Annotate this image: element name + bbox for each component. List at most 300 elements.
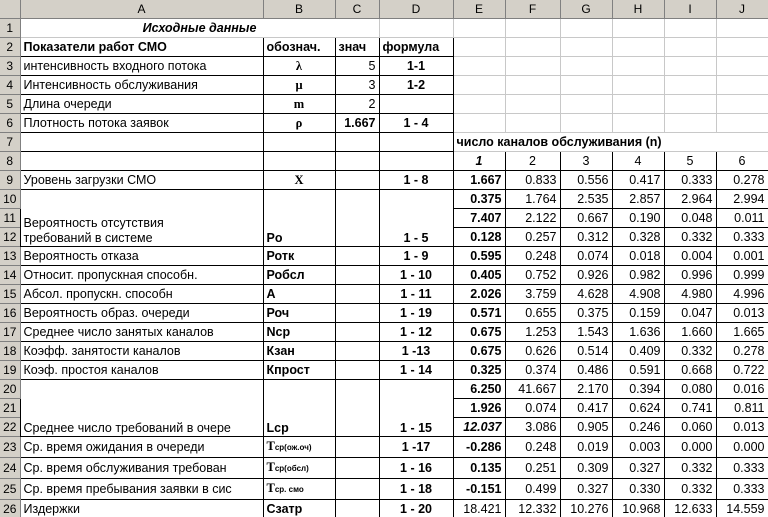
value-cell[interactable]: 0.833	[505, 171, 560, 190]
symbol-cell[interactable]: Робсл	[263, 266, 335, 285]
sheet-row	[0, 0, 768, 19]
value-cell[interactable]: 0.332	[664, 458, 716, 479]
value-cell[interactable]: 4.628	[560, 285, 612, 304]
row-header-4[interactable]: 4	[0, 76, 20, 95]
value-cell[interactable]: 0.556	[560, 171, 612, 190]
value-cell[interactable]: 0.001	[716, 247, 768, 266]
value-cell[interactable]: 2.964	[664, 190, 716, 209]
cell[interactable]	[505, 95, 560, 114]
formula-cell[interactable]: 1 - 12	[379, 323, 453, 342]
value-cell[interactable]: 0.309	[560, 458, 612, 479]
value-cell[interactable]: 0.655	[505, 304, 560, 323]
metric-label[interactable]: Ср. время обслуживания требован	[20, 458, 263, 479]
value-cell[interactable]: 0.333	[664, 171, 716, 190]
input-symbol[interactable]: λ	[263, 57, 335, 76]
input-formula[interactable]	[379, 95, 453, 114]
value-cell[interactable]: 7.407	[453, 209, 505, 228]
value-cell[interactable]: 0.327	[560, 479, 612, 500]
value-cell[interactable]: 12.332	[505, 500, 560, 517]
sheet-title[interactable]: Исходные данные	[20, 19, 379, 38]
metric-label[interactable]: Коэф. простоя каналов	[20, 361, 263, 380]
cell[interactable]	[560, 114, 612, 133]
column-header-e[interactable]: E	[453, 0, 505, 19]
cell[interactable]	[379, 152, 453, 171]
value-cell[interactable]: -0.286	[453, 437, 505, 458]
cell[interactable]	[335, 133, 379, 152]
row-header-6[interactable]: 6	[0, 114, 20, 133]
formula-cell[interactable]: 1 - 11	[379, 285, 453, 304]
cell[interactable]	[664, 95, 716, 114]
input-symbol[interactable]: m	[263, 95, 335, 114]
cell[interactable]	[505, 114, 560, 133]
value-cell[interactable]: 0.626	[505, 342, 560, 361]
value-cell[interactable]: 10.276	[560, 500, 612, 517]
cell[interactable]	[560, 19, 612, 38]
symbol-cell[interactable]: Кзан	[263, 342, 335, 361]
symbol-cell[interactable]: Po	[263, 190, 335, 247]
symbol-subscript: ср(обсл)	[274, 464, 309, 473]
column-header-a[interactable]: A	[20, 0, 263, 19]
row-header-8[interactable]: 8	[0, 152, 20, 171]
value-cell[interactable]: 0.624	[612, 399, 664, 418]
cell[interactable]	[716, 95, 768, 114]
metric-label[interactable]: Вероятность отказа	[20, 247, 263, 266]
value-cell[interactable]: 0.000	[664, 437, 716, 458]
value-cell[interactable]: 0.409	[612, 342, 664, 361]
value-cell[interactable]: 1.660	[664, 323, 716, 342]
value-cell[interactable]: 1.253	[505, 323, 560, 342]
value-cell[interactable]: 0.013	[716, 418, 768, 437]
cell[interactable]	[263, 133, 335, 152]
value-empty[interactable]	[335, 380, 379, 437]
cell[interactable]	[560, 76, 612, 95]
cell[interactable]	[664, 19, 716, 38]
input-label[interactable]: интенсивность входного потока	[20, 57, 263, 76]
channels-title[interactable]: число каналов обслуживания (n)	[453, 133, 768, 152]
value-cell[interactable]: 0.330	[612, 479, 664, 500]
value-cell[interactable]: 0.060	[664, 418, 716, 437]
value-cell[interactable]: 2.857	[612, 190, 664, 209]
column-header-i[interactable]: I	[664, 0, 716, 19]
value-cell[interactable]: 0.996	[664, 266, 716, 285]
input-label[interactable]: Интенсивность обслуживания	[20, 76, 263, 95]
cell[interactable]	[612, 57, 664, 76]
sheet-row	[0, 479, 768, 500]
row-header-19[interactable]: 19	[0, 361, 20, 380]
value-cell[interactable]: 0.278	[716, 171, 768, 190]
metric-label[interactable]: Абсол. пропускн. способн	[20, 285, 263, 304]
row-header-22[interactable]: 22	[0, 418, 20, 437]
sheet-row	[0, 38, 768, 57]
sheet-row	[0, 500, 768, 517]
input-label[interactable]: Длина очереди	[20, 95, 263, 114]
value-cell[interactable]: 0.004	[664, 247, 716, 266]
select-all-corner[interactable]	[0, 0, 20, 19]
column-header-g[interactable]: G	[560, 0, 612, 19]
value-cell[interactable]: 0.333	[716, 458, 768, 479]
cell[interactable]	[379, 19, 453, 38]
cell[interactable]	[263, 152, 335, 171]
value-cell[interactable]: 4.908	[612, 285, 664, 304]
row-header-10[interactable]: 10	[0, 190, 20, 209]
channel-number[interactable]: 3	[560, 152, 612, 171]
value-empty[interactable]	[335, 323, 379, 342]
value-empty[interactable]	[335, 479, 379, 500]
value-cell[interactable]: 0.668	[664, 361, 716, 380]
row-header-5[interactable]: 5	[0, 95, 20, 114]
symbol-cell[interactable]: Кпрост	[263, 361, 335, 380]
value-cell[interactable]: -0.151	[453, 479, 505, 500]
formula-cell[interactable]: 1 - 14	[379, 361, 453, 380]
value-cell[interactable]: 0.251	[505, 458, 560, 479]
value-cell[interactable]: 0.332	[664, 479, 716, 500]
value-cell[interactable]: 3.759	[505, 285, 560, 304]
value-empty[interactable]	[335, 361, 379, 380]
value-cell[interactable]: 0.675	[453, 342, 505, 361]
value-cell[interactable]: 1.926	[453, 399, 505, 418]
value-cell[interactable]: 0.074	[505, 399, 560, 418]
formula-cell[interactable]: 1 -17	[379, 437, 453, 458]
column-header-b[interactable]: B	[263, 0, 335, 19]
value-cell[interactable]: 2.535	[560, 190, 612, 209]
input-formula[interactable]: 1-1	[379, 57, 453, 76]
row-header-16[interactable]: 16	[0, 304, 20, 323]
label-line: требований в системе	[23, 231, 153, 245]
value-cell[interactable]: 1.764	[505, 190, 560, 209]
value-cell[interactable]: 14.559	[716, 500, 768, 517]
symbol-cell[interactable]: Ротк	[263, 247, 335, 266]
value-cell[interactable]: 0.982	[612, 266, 664, 285]
cell[interactable]	[560, 57, 612, 76]
symbol-cell[interactable]: X	[263, 171, 335, 190]
input-value[interactable]: 5	[335, 57, 379, 76]
sheet-row	[0, 114, 768, 133]
value-cell[interactable]: 0.405	[453, 266, 505, 285]
row-header-15[interactable]: 15	[0, 285, 20, 304]
value-empty[interactable]	[335, 285, 379, 304]
metric-label[interactable]: Коэфф. занятости каналов	[20, 342, 263, 361]
value-cell[interactable]: 1.636	[612, 323, 664, 342]
cell[interactable]	[560, 38, 612, 57]
symbol-cell[interactable]: Сзатр	[263, 500, 335, 517]
value-cell[interactable]: 0.417	[612, 171, 664, 190]
value-cell[interactable]: 0.486	[560, 361, 612, 380]
symbol-subscript: ср(ож.оч)	[274, 443, 312, 452]
cell[interactable]	[505, 19, 560, 38]
cell[interactable]	[453, 95, 505, 114]
value-cell[interactable]: 0.003	[612, 437, 664, 458]
value-cell[interactable]: 0.047	[664, 304, 716, 323]
row-header-21[interactable]: 21	[0, 399, 20, 418]
column-header-h[interactable]: H	[612, 0, 664, 19]
cell[interactable]	[560, 95, 612, 114]
value-cell[interactable]: 1.667	[453, 171, 505, 190]
row-header-24[interactable]: 24	[0, 458, 20, 479]
value-cell[interactable]: 0.417	[560, 399, 612, 418]
sheet-row	[0, 133, 768, 152]
value-cell[interactable]: 0.926	[560, 266, 612, 285]
input-label[interactable]: Плотность потока заявок	[20, 114, 263, 133]
cell[interactable]	[716, 57, 768, 76]
cell[interactable]	[612, 38, 664, 57]
sheet-row	[0, 380, 768, 399]
row-header-20[interactable]: 20	[0, 380, 20, 399]
value-empty[interactable]	[335, 171, 379, 190]
cell[interactable]	[20, 133, 263, 152]
row-header-17[interactable]: 17	[0, 323, 20, 342]
channel-number[interactable]: 6	[716, 152, 768, 171]
value-cell[interactable]: 0.675	[453, 323, 505, 342]
value-cell[interactable]: 0.018	[612, 247, 664, 266]
symbol-cell[interactable]: Lcp	[263, 380, 335, 437]
row-header-12[interactable]: 12	[0, 228, 20, 247]
cell[interactable]	[716, 19, 768, 38]
row-header-7[interactable]: 7	[0, 133, 20, 152]
cell[interactable]	[335, 152, 379, 171]
channel-number[interactable]: 4	[612, 152, 664, 171]
value-cell[interactable]: 0.741	[664, 399, 716, 418]
input-value[interactable]: 2	[335, 95, 379, 114]
value-cell[interactable]: 4.996	[716, 285, 768, 304]
input-formula[interactable]: 1-2	[379, 76, 453, 95]
value-cell[interactable]: 0.571	[453, 304, 505, 323]
value-cell[interactable]: 1.665	[716, 323, 768, 342]
sheet-row	[0, 76, 768, 95]
value-cell[interactable]: 41.667	[505, 380, 560, 399]
sheet-row	[0, 247, 768, 266]
cell[interactable]	[612, 76, 664, 95]
row-header-11[interactable]: 11	[0, 209, 20, 228]
value-cell[interactable]: 2.026	[453, 285, 505, 304]
value-cell[interactable]: 1.543	[560, 323, 612, 342]
input-symbol[interactable]: μ	[263, 76, 335, 95]
cell[interactable]	[505, 38, 560, 57]
formula-cell[interactable]: 1 - 16	[379, 458, 453, 479]
row-header-3[interactable]: 3	[0, 57, 20, 76]
row-header-1[interactable]: 1	[0, 19, 20, 38]
column-header-j[interactable]: J	[716, 0, 768, 19]
value-cell[interactable]: 0.722	[716, 361, 768, 380]
value-cell[interactable]: 0.499	[505, 479, 560, 500]
cell[interactable]	[612, 114, 664, 133]
value-cell[interactable]: 0.811	[716, 399, 768, 418]
cell[interactable]	[505, 76, 560, 95]
value-cell[interactable]: 12.037	[453, 418, 505, 437]
channel-number[interactable]: 2	[505, 152, 560, 171]
sheet-row	[0, 323, 768, 342]
cell[interactable]	[453, 76, 505, 95]
value-cell[interactable]: 0.595	[453, 247, 505, 266]
value-cell[interactable]: 0.375	[560, 304, 612, 323]
value-cell[interactable]: 0.048	[664, 209, 716, 228]
cell[interactable]	[20, 152, 263, 171]
metric-label[interactable]: Вероятность образ. очереди	[20, 304, 263, 323]
value-cell[interactable]: 0.999	[716, 266, 768, 285]
row-header-23[interactable]: 23	[0, 437, 20, 458]
metric-label[interactable]: Среднее число занятых каналов	[20, 323, 263, 342]
value-cell[interactable]: 0.080	[664, 380, 716, 399]
metric-label[interactable]: Уровень загрузки СМО	[20, 171, 263, 190]
value-cell[interactable]: 0.248	[505, 437, 560, 458]
cell[interactable]	[612, 95, 664, 114]
value-cell[interactable]: 0.135	[453, 458, 505, 479]
formula-cell[interactable]: 1 - 19	[379, 304, 453, 323]
symbol-text: T	[266, 481, 275, 495]
cell[interactable]	[453, 114, 505, 133]
formula-cell[interactable]: 1 - 15	[379, 380, 453, 437]
metric-label[interactable]: Ср. время ожидания в очереди	[20, 437, 263, 458]
sheet-row	[0, 266, 768, 285]
value-cell[interactable]: 0.190	[612, 209, 664, 228]
sheet-row	[0, 190, 768, 209]
value-cell[interactable]: 0.332	[664, 228, 716, 247]
value-empty[interactable]	[335, 342, 379, 361]
row-header-18[interactable]: 18	[0, 342, 20, 361]
symbol-cell[interactable]: A	[263, 285, 335, 304]
metric-label[interactable]: Среднее число требований в очере	[20, 380, 263, 437]
cell[interactable]	[453, 19, 505, 38]
formula-cell[interactable]: 1 - 8	[379, 171, 453, 190]
value-cell[interactable]: 0.332	[664, 342, 716, 361]
value-cell[interactable]: 0.000	[716, 437, 768, 458]
cell[interactable]	[505, 57, 560, 76]
formula-cell[interactable]: 1 - 18	[379, 479, 453, 500]
header-symbol[interactable]: обознач.	[263, 38, 335, 57]
cell[interactable]	[379, 133, 453, 152]
sheet-row	[0, 458, 768, 479]
metric-label[interactable]: Издержки	[20, 500, 263, 517]
symbol-cell[interactable]: Роч	[263, 304, 335, 323]
row-header-13[interactable]: 13	[0, 247, 20, 266]
value-cell[interactable]: 0.257	[505, 228, 560, 247]
header-formula[interactable]: формула	[379, 38, 453, 57]
formula-cell[interactable]: 1 - 10	[379, 266, 453, 285]
value-cell[interactable]: 2.170	[560, 380, 612, 399]
sheet-row	[0, 437, 768, 458]
value-cell[interactable]: 3.086	[505, 418, 560, 437]
value-cell[interactable]: 0.905	[560, 418, 612, 437]
value-cell[interactable]: 0.278	[716, 342, 768, 361]
header-value[interactable]: знач	[335, 38, 379, 57]
value-cell[interactable]: 0.374	[505, 361, 560, 380]
header-indicators[interactable]: Показатели работ СМО	[20, 38, 263, 57]
metric-label[interactable]: Ср. время пребывания заявки в сис	[20, 479, 263, 500]
channel-number[interactable]: 5	[664, 152, 716, 171]
value-cell[interactable]: 6.250	[453, 380, 505, 399]
value-cell[interactable]: 0.328	[612, 228, 664, 247]
column-header-c[interactable]: C	[335, 0, 379, 19]
value-cell[interactable]: 0.333	[716, 228, 768, 247]
symbol-text: T	[266, 439, 275, 453]
value-cell[interactable]: 0.248	[505, 247, 560, 266]
symbol-cell[interactable]	[263, 479, 335, 500]
channel-number[interactable]: 1	[453, 152, 505, 171]
column-header-f[interactable]: F	[505, 0, 560, 19]
value-cell[interactable]: 0.394	[612, 380, 664, 399]
cell[interactable]	[664, 114, 716, 133]
input-formula[interactable]: 1 - 4	[379, 114, 453, 133]
value-cell[interactable]: 10.968	[612, 500, 664, 517]
value-cell[interactable]: 0.752	[505, 266, 560, 285]
row-header-9[interactable]: 9	[0, 171, 20, 190]
value-cell[interactable]: 0.019	[560, 437, 612, 458]
value-cell[interactable]: 0.514	[560, 342, 612, 361]
value-empty[interactable]	[335, 190, 379, 247]
formula-cell[interactable]: 1 - 5	[379, 190, 453, 247]
column-header-d[interactable]: D	[379, 0, 453, 19]
input-symbol[interactable]: ρ	[263, 114, 335, 133]
metric-label[interactable]: Относит. пропускная способн.	[20, 266, 263, 285]
value-empty[interactable]	[335, 500, 379, 517]
value-cell[interactable]: 0.128	[453, 228, 505, 247]
sheet-row	[0, 361, 768, 380]
value-cell[interactable]: 0.325	[453, 361, 505, 380]
sheet-row	[0, 171, 768, 190]
value-cell[interactable]: 0.312	[560, 228, 612, 247]
value-empty[interactable]	[335, 247, 379, 266]
value-cell[interactable]: 0.333	[716, 479, 768, 500]
cell[interactable]	[664, 76, 716, 95]
symbol-cell[interactable]	[263, 458, 335, 479]
value-cell[interactable]: 0.159	[612, 304, 664, 323]
row-header-14[interactable]: 14	[0, 266, 20, 285]
sheet-row	[0, 304, 768, 323]
input-value[interactable]: 1.667	[335, 114, 379, 133]
metric-label[interactable]	[20, 190, 263, 247]
row-header-25[interactable]: 25	[0, 479, 20, 500]
cell[interactable]	[716, 38, 768, 57]
value-cell[interactable]: 18.421	[453, 500, 505, 517]
value-cell[interactable]: 4.980	[664, 285, 716, 304]
value-empty[interactable]	[335, 437, 379, 458]
cell[interactable]	[612, 19, 664, 38]
value-cell[interactable]: 0.591	[612, 361, 664, 380]
value-cell[interactable]: 2.122	[505, 209, 560, 228]
cell[interactable]	[716, 76, 768, 95]
cell[interactable]	[664, 38, 716, 57]
value-cell[interactable]: 0.074	[560, 247, 612, 266]
value-cell[interactable]: 0.246	[612, 418, 664, 437]
sheet-row	[0, 152, 768, 171]
value-cell[interactable]: 0.667	[560, 209, 612, 228]
cell[interactable]	[664, 57, 716, 76]
cell[interactable]	[453, 57, 505, 76]
value-empty[interactable]	[335, 266, 379, 285]
formula-cell[interactable]: 1 -13	[379, 342, 453, 361]
formula-cell[interactable]: 1 - 20	[379, 500, 453, 517]
sheet-row	[0, 57, 768, 76]
value-cell[interactable]: 12.633	[664, 500, 716, 517]
cell[interactable]	[716, 114, 768, 133]
value-cell[interactable]: 0.375	[453, 190, 505, 209]
row-header-2[interactable]: 2	[0, 38, 20, 57]
value-cell[interactable]: 0.013	[716, 304, 768, 323]
symbol-cell[interactable]: Ncp	[263, 323, 335, 342]
formula-cell[interactable]: 1 - 9	[379, 247, 453, 266]
input-value[interactable]: 3	[335, 76, 379, 95]
value-cell[interactable]: 2.994	[716, 190, 768, 209]
symbol-cell[interactable]	[263, 437, 335, 458]
cell[interactable]	[453, 38, 505, 57]
value-empty[interactable]	[335, 458, 379, 479]
value-cell[interactable]: 0.327	[612, 458, 664, 479]
value-cell[interactable]: 0.011	[716, 209, 768, 228]
symbol-text: T	[266, 460, 275, 474]
value-cell[interactable]: 0.016	[716, 380, 768, 399]
value-empty[interactable]	[335, 304, 379, 323]
sheet-row	[0, 342, 768, 361]
row-header-26[interactable]: 26	[0, 500, 20, 517]
